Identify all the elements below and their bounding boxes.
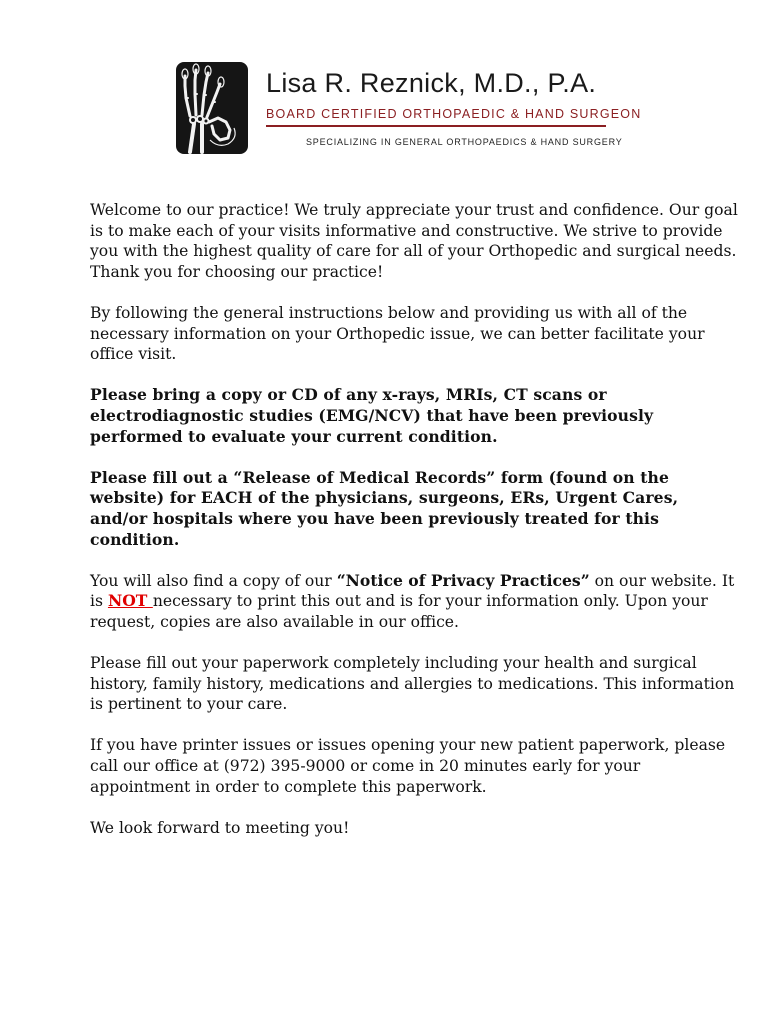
practice-title: BOARD CERTIFIED ORTHOPAEDIC & HAND SURGEON bbox=[266, 107, 642, 121]
closing-paragraph: We look forward to meeting you! bbox=[90, 818, 350, 837]
practice-name: Lisa R. Reznick, M.D., P.A. bbox=[266, 68, 597, 98]
letterhead bbox=[176, 60, 642, 156]
hand-xray-icon bbox=[176, 62, 248, 154]
practice-specialty: SPECIALIZING IN GENERAL ORTHOPAEDICS & HAND SURGERY bbox=[306, 137, 623, 147]
privacy-paragraph bbox=[90, 571, 740, 633]
privacy-text-after: necessary to print this out and is for your information only. Upon your request, copies are also available in our office. bbox=[90, 592, 708, 631]
printer-issues-paragraph: If you have printer issues or issues opening your new patient paperwork, please call our office at (972) 395-9000 or come in 20 minutes early for your appointment in order to complete this paperwork. bbox=[90, 736, 726, 796]
privacy-notice-title: “Notice of Privacy Practices” bbox=[336, 570, 590, 590]
paperwork-paragraph: Please fill out your paperwork completely including your health and surgical history, family history, medications and allergies to medications. This information is pertinent to your care. bbox=[90, 654, 735, 714]
privacy-text-before: You will also find a copy of our bbox=[90, 571, 337, 590]
records-release-paragraph: Please fill out a “Release of Medical Records” form (found on the website) for EACH of the physicians, surgeons, ERs, Urgent Cares, and/or hospitals where you have been previously treated for this condition. bbox=[90, 467, 679, 549]
not-emphasis: NOT bbox=[107, 591, 153, 611]
welcome-paragraph: Welcome to our practice! We truly appreciate your trust and confidence. Our goal is to make each of your visits informative and constructive. We strive to provide you with the highest quality of care for all of your Orthopedic and surgical needs. Thank you for choosing our practice! bbox=[90, 201, 738, 281]
imaging-paragraph: Please bring a copy or CD of any x-rays, MRIs, CT scans or electrodiagnostic studies (EMG/NCV) that have been previously performed to evaluate your current condition. bbox=[90, 385, 654, 446]
letterhead-divider bbox=[266, 125, 606, 127]
letter-body bbox=[90, 200, 740, 859]
privacy-text-middle: on our website. It is bbox=[90, 571, 735, 611]
instructions-paragraph: By following the general instructions below and providing us with all of the necessary information on your Orthopedic issue, we can better facilitate your office visit. bbox=[90, 303, 705, 364]
